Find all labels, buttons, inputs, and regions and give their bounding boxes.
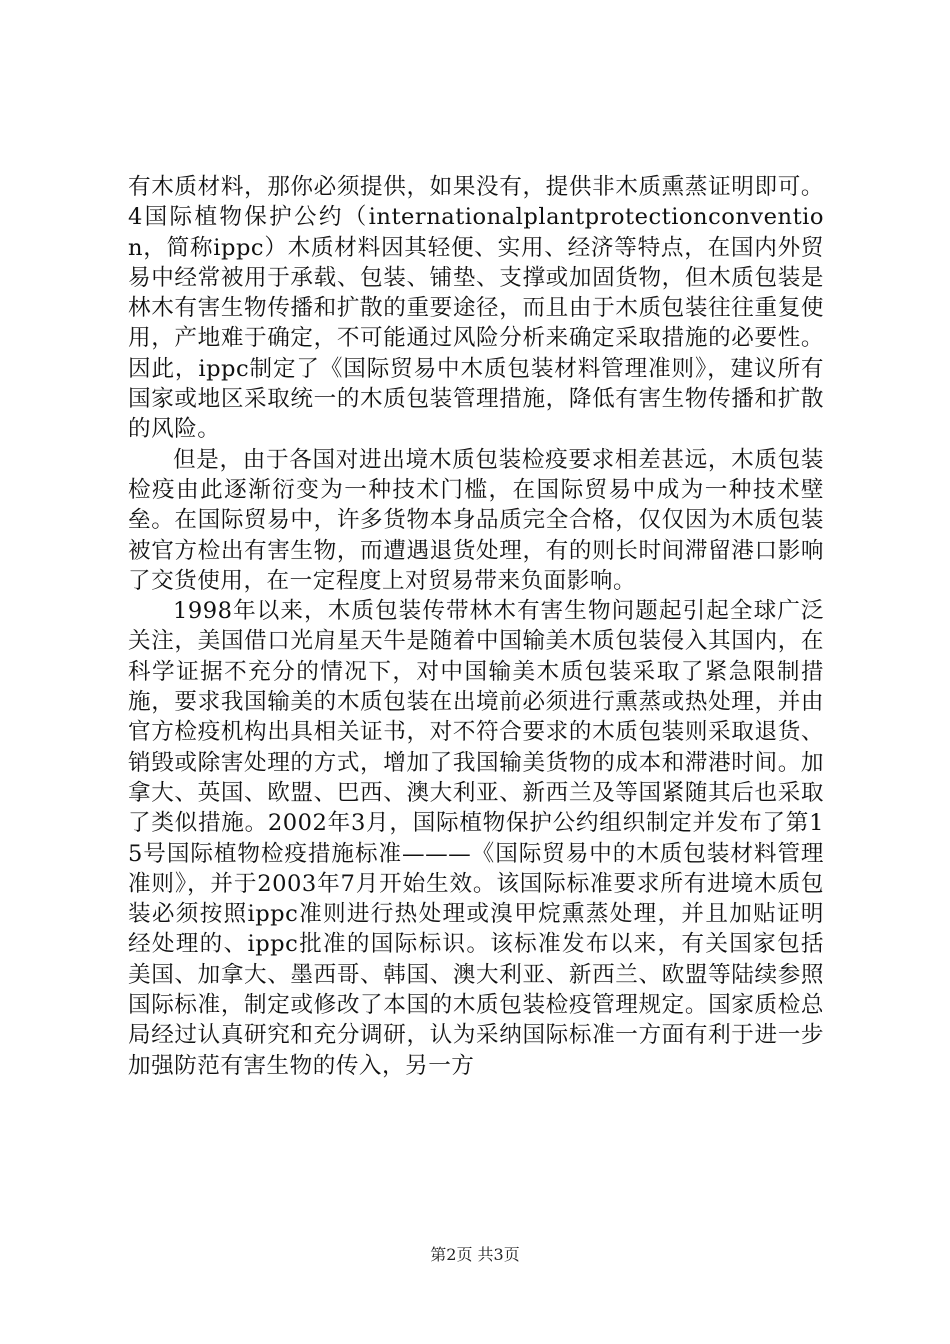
page-number-label: 第2页 共3页 [430,1245,520,1264]
page-footer [0,1245,950,1265]
document-body [128,172,824,1081]
paragraph-1: 有木质材料，那你必须提供，如果没有，提供非木质熏蒸证明即可。4国际植物保护公约（internationalplantprotectionconvention，简称ippc）木质材料因其轻便、实用、经济等特点，在国内外贸易中经常被用于承载、包装、铺垫、支撑或加固货物，但木质包装是林木有害生物传播和扩散的重要途径，而且由于木质包装往往重复使用，产地难于确定，不可能通过风险分析来确定采取措施的必要性。因此，ippc制定了《国际贸易中木质包装材料管理准则》，建议所有国家或地区采取统一的木质包装管理措施，降低有害生物传播和扩散的风险。 [128,174,824,443]
paragraph-3: 1998年以来，木质包装传带林木有害生物问题起引起全球广泛关注，美国借口光肩星天牛是随着中国输美木质包装侵入其国内，在科学证据不充分的情况下，对中国输美木质包装采取了紧急限制措施，要求我国输美的木质包装在出境前必须进行熏蒸或热处理，并由官方检疫机构出具相关证书，对不符合要求的木质包装则采取退货、销毁或除害处理的方式，增加了我国输美货物的成本和滞港时间。加拿大、英国、欧盟、巴西、澳大利亚、新西兰及等国紧随其后也采取了类似措施。2002年3月，国际植物保护公约组织制定并发布了第15号国际植物检疫措施标准———《国际贸易中的木质包装材料管理准则》，并于2003年7月开始生效。该国际标准要求所有进境木质包装必须按照ippc准则进行热处理或溴甲烷熏蒸处理，并且加贴证明经处理的、ippc批准的国际标识。该标准发布以来，有关国家包括美国、加拿大、墨西哥、韩国、澳大利亚、新西兰、欧盟等陆续参照国际标准，制定或修改了本国的木质包装检疫管理规定。国家质检总局经过认真研究和充分调研，认为采纳国际标准一方面有利于进一步加强防范有害生物的传入，另一方 [128,598,824,1079]
paragraph-2: 但是，由于各国对进出境木质包装检疫要求相差甚远，木质包装检疫由此逐渐衍变为一种技术门槛，在国际贸易中成为一种技术壁垒。在国际贸易中，许多货物本身品质完全合格，仅仅因为木质包装被官方检出有害生物，而遭遇退货处理，有的则长时间滞留港口影响了交货使用，在一定程度上对贸易带来负面影响。 [128,446,824,594]
